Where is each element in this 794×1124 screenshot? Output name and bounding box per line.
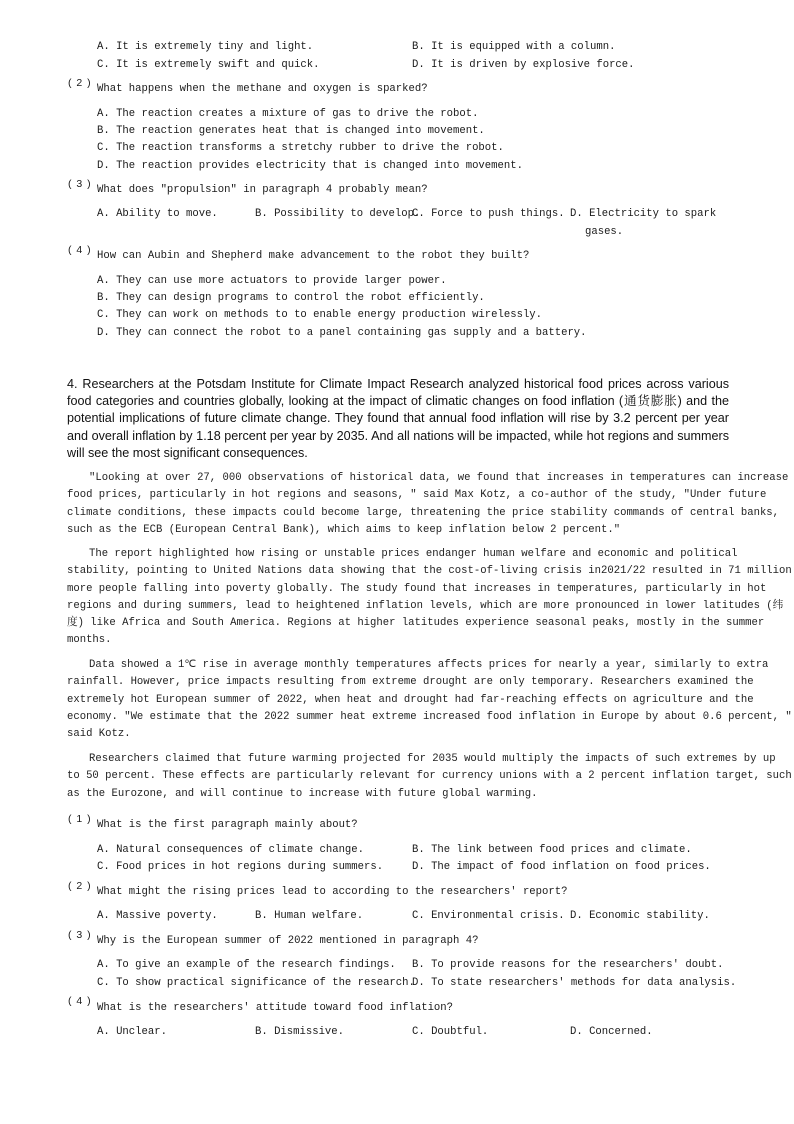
option-b[interactable]: B. Dismissive.	[255, 1026, 345, 1038]
option-b[interactable]: B. The link between food prices and climate.	[412, 844, 692, 856]
option-a[interactable]: A. The reaction creates a mixture of gas to drive the robot.	[97, 108, 479, 120]
option-d-continued: gases.	[585, 226, 624, 238]
paragraph-1	[67, 470, 789, 539]
question-text: How can Aubin and Shepherd make advancement to the robot they built?	[97, 250, 530, 262]
question-text: What is the researchers' attitude toward food inflation?	[97, 1002, 454, 1014]
intro-line: 4. Researchers at the Potsdam Institute for Climate Impact Research analyzed historical food prices across various	[67, 377, 729, 391]
option-c[interactable]: C. They can work on methods to to enable energy production wirelessly.	[97, 309, 543, 321]
option-c[interactable]: C. To show practical significance of the research.	[97, 977, 415, 989]
option-a[interactable]: A. Unclear.	[97, 1026, 167, 1038]
option-a[interactable]: A. Natural consequences of climate change.	[97, 844, 365, 856]
paragraph-line: "Looking at over 27, 000 observations of historical data, we found that increases in temperatures can increase	[89, 472, 789, 484]
question-number: ( 4 )	[68, 995, 92, 1007]
option-a[interactable]: A. To give an example of the research findings.	[97, 959, 396, 971]
question-text: What is the first paragraph mainly about?	[97, 819, 358, 831]
paragraph-line: more people falling into poverty globally. The study found that increases in temperatures, particularly in hot	[67, 582, 767, 595]
option-d[interactable]: D. The impact of food inflation on food prices.	[412, 861, 711, 873]
option-d[interactable]: D. To state researchers' methods for data analysis.	[412, 977, 737, 989]
option-b[interactable]: B. It is equipped with a column.	[412, 41, 616, 53]
option-b[interactable]: B. They can design programs to control the robot efficiently.	[97, 292, 485, 304]
intro-line: food categories and countries globally, looking at the impact of climatic changes on food inflation (通货膨胀) and the	[67, 394, 729, 409]
paragraph-line: extremely hot European summer of 2022, when heat and drought had far-reaching effects on agriculture and the	[67, 693, 754, 706]
paragraph-4	[67, 751, 792, 803]
option-a[interactable]: A. Massive poverty.	[97, 910, 218, 922]
paragraph-line: to 50 percent. These effects are particularly relevant for currency unions with a 2 percent inflation target, such	[67, 770, 792, 783]
paragraph-2	[67, 546, 792, 650]
option-b[interactable]: B. Possibility to develop.	[255, 208, 421, 220]
paragraph-line: as the Eurozone, and will continue to increase with future global warming.	[67, 787, 538, 800]
intro-line: will see the most significant consequences.	[67, 445, 308, 460]
intro-line: potential implications of future climate change. They found that annual food inflation will rise by 3.2 percent per year	[67, 411, 729, 426]
paragraph-line: Researchers claimed that future warming projected for 2035 would multiply the impacts of such extremes by up	[89, 753, 776, 765]
option-c[interactable]: C. The reaction transforms a stretchy rubber to drive the robot.	[97, 142, 504, 154]
paragraph-line: The report highlighted how rising or unstable prices endanger human welfare and economic and political	[89, 548, 738, 560]
paragraph-line: economy. "We estimate that the 2022 summer heat extreme increased food inflation in Europe by about 0.6 percent, "	[67, 710, 792, 723]
paragraph-line: stability, pointing to United Nations data showing that the cost-of-living crisis in2021/22 resulted in 71 million	[67, 565, 792, 578]
option-a[interactable]: A. They can use more actuators to provide larger power.	[97, 275, 447, 287]
paragraph-line: months.	[67, 634, 112, 647]
paragraph-line: said Kotz.	[67, 728, 131, 741]
option-d[interactable]: D. The reaction provides electricity that is changed into movement.	[97, 160, 523, 172]
question-text: What might the rising prices lead to according to the researchers' report?	[97, 886, 568, 898]
option-c[interactable]: C. Doubtful.	[412, 1026, 489, 1038]
question-text: What happens when the methane and oxygen is sparked?	[97, 83, 428, 95]
question-number: ( 1 )	[68, 813, 92, 825]
option-d[interactable]: D. It is driven by explosive force.	[412, 59, 635, 71]
question-text: Why is the European summer of 2022 mentioned in paragraph 4?	[97, 935, 479, 947]
paragraph-line: Data showed a 1℃ rise in average monthly temperatures affects prices for nearly a year, similarly to extra	[89, 659, 769, 671]
question-number: ( 4 )	[68, 244, 92, 256]
paragraph-line: food prices, particularly in hot regions and seasons, " said Max Kotz, a co-author of the study, "Under future	[67, 489, 767, 502]
option-d[interactable]: D. They can connect the robot to a panel containing gas supply and a battery.	[97, 327, 587, 339]
paragraph-line: rainfall. However, price impacts resulting from extreme drought are only temporary. Researchers examined the	[67, 676, 754, 689]
option-d[interactable]: D. Economic stability.	[570, 910, 710, 922]
paragraph-line: climate conditions, these impacts could become large, threatening the price stability commands of central banks,	[67, 506, 780, 519]
option-c[interactable]: C. Food prices in hot regions during summers.	[97, 861, 384, 873]
intro-line: and overall inflation by 1.18 percent per year by 2035. And all nations will be impacted, while hot regions and summers	[67, 428, 729, 443]
paragraph-line: such as the ECB (European Central Bank), which aims to keep inflation below 2 percent."	[67, 523, 621, 536]
passage-intro	[67, 376, 729, 462]
question-number: ( 3 )	[68, 178, 92, 190]
option-d[interactable]: D. Concerned.	[570, 1026, 653, 1038]
option-b[interactable]: B. The reaction generates heat that is changed into movement.	[97, 125, 485, 137]
paragraph-line: 度) like Africa and South America. Regions at higher latitudes experience seasonal peaks, mostly in the summer	[67, 617, 765, 630]
question-text: What does "propulsion" in paragraph 4 probably mean?	[97, 184, 428, 196]
option-b[interactable]: B. To provide reasons for the researchers' doubt.	[412, 959, 724, 971]
paragraph-3	[67, 657, 792, 743]
option-c[interactable]: C. Environmental crisis.	[412, 910, 565, 922]
option-c[interactable]: C. Force to push things.	[412, 208, 565, 220]
option-d[interactable]: D. Electricity to spark	[570, 208, 717, 220]
question-number: ( 3 )	[68, 929, 92, 941]
paragraph-line: regions and during summers, lead to heightened inflation levels, which are more pronounced in lower latitudes (纬	[67, 599, 784, 612]
question-number: ( 2 )	[68, 77, 92, 89]
option-c[interactable]: C. It is extremely swift and quick.	[97, 59, 320, 71]
option-a[interactable]: A. Ability to move.	[97, 208, 218, 220]
question-number: ( 2 )	[68, 880, 92, 892]
option-a[interactable]: A. It is extremely tiny and light.	[97, 41, 314, 53]
option-b[interactable]: B. Human welfare.	[255, 910, 364, 922]
